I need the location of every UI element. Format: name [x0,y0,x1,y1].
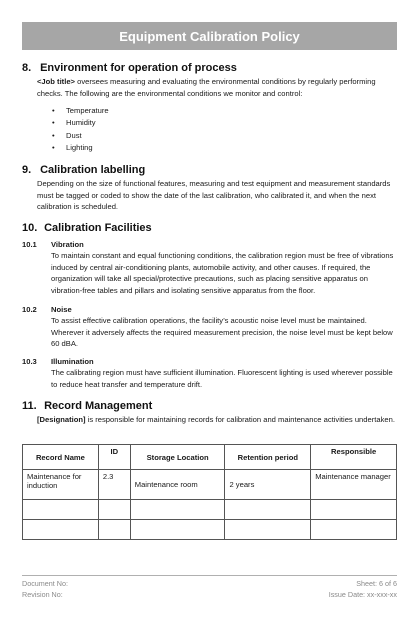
table-cell: Maintenance manager [311,470,397,500]
page-title: Equipment Calibration Policy [22,22,397,50]
revision-number: Revision No: [22,590,63,599]
section-11-paragraph: [Designation] is responsible for maintaining records for calibration and maintenance activities undertaken. [37,415,395,424]
table-cell [130,500,225,520]
section-9-heading: 9. Calibration labelling [22,164,146,176]
conditions-list [50,105,109,154]
table-cell: Maintenance room [130,470,225,500]
table-row [23,520,397,540]
footer-divider [22,575,397,576]
table-row [23,470,397,500]
table-cell [311,500,397,520]
list-item: • Temperature [50,105,109,117]
column-header: Responsible [311,445,397,470]
job-title-placeholder: <Job title> [37,77,75,86]
issue-date: Issue Date: xx-xxx-xx [328,590,397,599]
sheet-number: Sheet: 6 of 6 [356,579,397,588]
table-header-row [23,445,397,470]
table-cell [311,520,397,540]
section-10-heading: 10. Calibration Facilities [22,222,152,234]
list-item: • Humidity [50,117,109,129]
table-cell [23,520,99,540]
section-11-heading: 11. Record Management [22,400,153,412]
section-8-heading: 8. Environment for operation of process [22,62,237,74]
column-header: Storage Location [130,445,225,470]
table-cell [225,500,311,520]
subsection-noise-paragraph: To assist effective calibration operations, the facility’s acoustic noise level must be maintained. Wherever it adversely affects the required measurement precision, the noise level must be kept below 60 dBA. [51,316,393,349]
section-9-paragraph: Depending on the size of functional features, measuring and test equipment and measurement standards must be tagged or coded to show the date of the last calibration, who calibrated it, and when the next calibration is scheduled. [37,179,391,212]
subsection-noise-heading: 10.2 Noise [22,305,72,314]
subsection-vibration-paragraph: To maintain constant and equal functioning conditions, the calibration region must be free of vibrations induced by central air-conditioning plants, automobile activity, and other causes. If required, the organization will take all special/protective precautions, such as placing sensitive apparatus on vibration-free tables and pillars and isolating sensitive apparatus from the floor. [51,251,394,295]
column-header: Retention period [225,445,311,470]
table-cell: 2 years [225,470,311,500]
column-header: ID [98,445,130,470]
document-number: Document No: [22,579,68,588]
table-cell: 2.3 [98,470,130,500]
table-cell [23,500,99,520]
subsection-illumination-heading: 10.3 Illumination [22,357,94,366]
table-cell [225,520,311,540]
designation-placeholder: [Designation] [37,415,86,424]
table-cell [130,520,225,540]
table-row [23,500,397,520]
table-cell [98,520,130,540]
list-item: • Lighting [50,142,109,154]
section-8-paragraph: <Job title> oversees measuring and evaluating the environmental conditions by regularly performing checks. The following are the environmental conditions we monitor and control: [37,77,376,98]
table-cell: Maintenance for induction [23,470,99,500]
list-item: • Dust [50,130,109,142]
record-table [22,444,397,540]
subsection-illumination-paragraph: The calibrating region must have sufficient illumination. Fluorescent lighting is used wherever possible to reduce heat transfer and temperature drift. [51,368,393,389]
subsection-vibration-heading: 10.1 Vibration [22,240,84,249]
column-header: Record Name [23,445,99,470]
table-cell [98,500,130,520]
